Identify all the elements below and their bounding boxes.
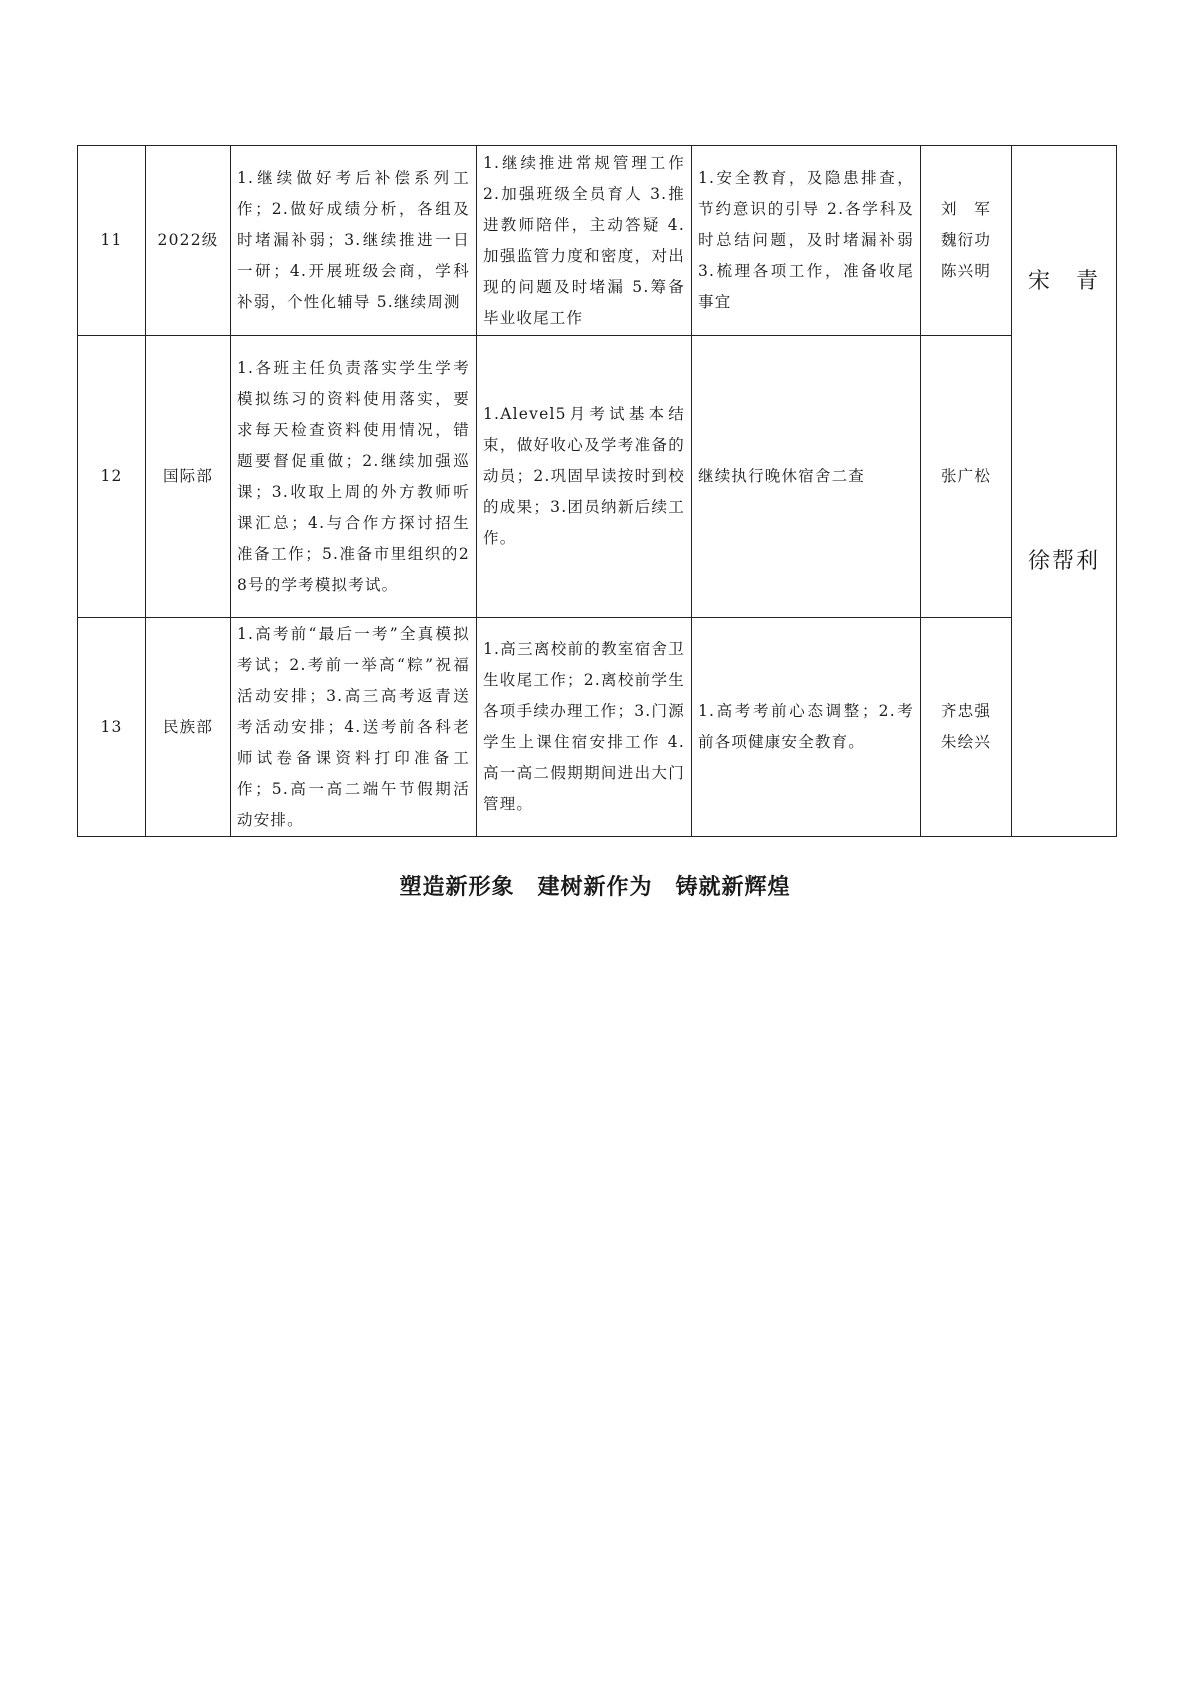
person-name: 张广松	[940, 467, 992, 485]
work-plan-cell: 1.继续做好考后补偿系列工作；2.做好成绩分析，各组及时堵漏补弱；3.继续推进一日一研；4.开展班级会商，学科补弱，个性化辅导 5.继续周测	[231, 146, 477, 336]
department-cell: 民族部	[146, 618, 231, 837]
leader-name-second: 徐帮利	[1027, 549, 1100, 574]
person-name: 刘 军	[940, 200, 992, 218]
work-schedule-table	[77, 145, 1117, 837]
work-plan-cell: 1.各班主任负责落实学生学考模拟练习的资料使用落实，要求每天检查资料使用情况，错题要督促重做；2.继续加强巡课；3.收取上周的外方教师听课汇总；4.与合作方探讨招生准备工作；5.准备市里组织的28号的学考模拟考试。	[231, 336, 477, 618]
leader-name-first: 宋 青	[1027, 269, 1100, 294]
management-cell: 1.继续推进常规管理工作 2.加强班级全员育人 3.推进教师陪伴，主动答疑 4.加强监管力度和密度，对出现的问题及时堵漏 5.筹备毕业收尾工作	[477, 146, 692, 336]
department-cell: 国际部	[146, 336, 231, 618]
table-row	[78, 146, 1117, 336]
management-cell: 1.Alevel5月考试基本结束，做好收心及学考准备的动员；2.巩固早读按时到校的成果；3.团员纳新后续工作。	[477, 336, 692, 618]
department-cell: 2022级	[146, 146, 231, 336]
responsible-persons-cell	[921, 618, 1012, 837]
row-number: 13	[78, 618, 146, 837]
slogan: 塑造新形象 建树新作为 铸就新辉煌	[399, 874, 791, 900]
row-number: 12	[78, 336, 146, 618]
leader-cell	[1012, 146, 1117, 837]
safety-cell: 1.高考考前心态调整；2.考前各项健康安全教育。	[692, 618, 921, 837]
responsible-persons-cell	[921, 146, 1012, 336]
person-name: 魏衍功	[940, 231, 992, 249]
safety-cell: 继续执行晚休宿舍二查	[692, 336, 921, 618]
person-name: 陈兴明	[940, 262, 992, 280]
table-row	[78, 336, 1117, 618]
responsible-persons-cell	[921, 336, 1012, 618]
management-cell: 1.高三离校前的教室宿舍卫生收尾工作；2.离校前学生各项手续办理工作；3.门源学生上课住宿安排工作 4.高一高二假期期间进出大门管理。	[477, 618, 692, 837]
person-name: 齐忠强	[940, 702, 992, 720]
person-name: 朱绘兴	[940, 733, 992, 751]
row-number: 11	[78, 146, 146, 336]
work-plan-cell: 1.高考前“最后一考”全真模拟考试；2.考前一举高“粽”祝福活动安排；3.高三高考返青送考活动安排；4.送考前各科老师试卷备课资料打印准备工作；5.高一高二端午节假期活动安排。	[231, 618, 477, 837]
safety-cell: 1.安全教育，及隐患排查，节约意识的引导 2.各学科及时总结问题，及时堵漏补弱 3.梳理各项工作，准备收尾事宜	[692, 146, 921, 336]
table-row	[78, 618, 1117, 837]
